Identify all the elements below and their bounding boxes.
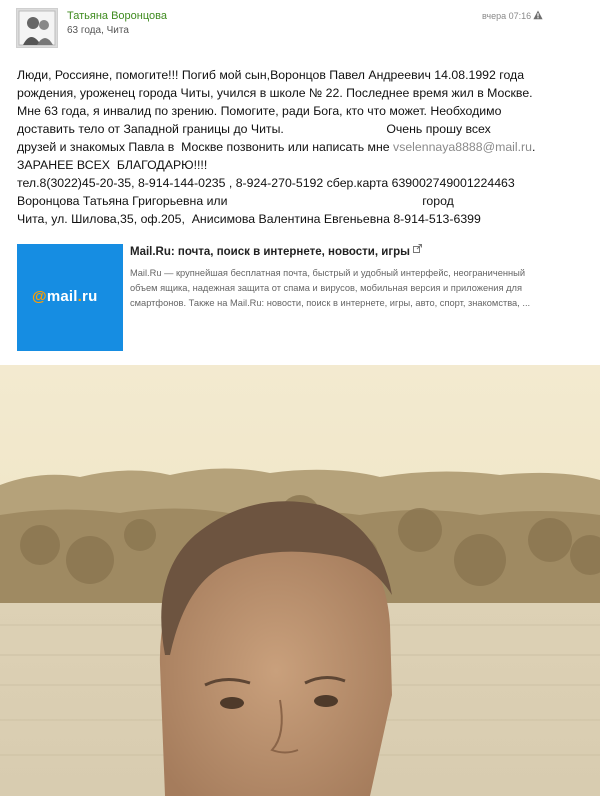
author-meta: 63 года, Чита <box>67 25 129 36</box>
post-text-segment: друзей и знакомых Павла в Москве позвонить или написать мне <box>17 140 394 154</box>
avatar-photo <box>17 9 57 47</box>
mailru-logo-image <box>17 244 123 351</box>
link-description: Mail.Ru — крупнейшая бесплатная почта, быстрый и удобный интерфейс, неограниченный объем ящика, надежная защита от спама и вирусов, мобильная версия и приложения для смартфонов. Также на Mail.Ru: новости, поиск в интернете, игры, авто, спорт, знакомства, ... <box>130 268 531 308</box>
post-text-line: ЗАРАНЕЕ ВСЕХ БЛАГОДАРЮ!!!! <box>17 158 208 172</box>
link-preview-card[interactable] <box>17 244 582 351</box>
logo-at-sign: @ <box>32 288 47 305</box>
external-link-icon <box>413 244 422 253</box>
photo-image <box>0 365 600 796</box>
post-text-line: тел.8(3022)45-20-35, 8-914-144-0235 , 8-924-270-5192 сбер.карта 639002749001224463 <box>17 176 515 190</box>
mailru-logo <box>32 288 97 305</box>
logo-dot: . <box>77 288 83 305</box>
post-text <box>17 66 587 228</box>
email-link[interactable]: vselennaya8888@mail.ru <box>393 140 532 154</box>
post-time: вчера 07:16 <box>482 11 532 21</box>
post-text-line: Чита, ул. Шилова,35, оф.205, Анисимова Валентина Евгеньевна 8-914-513-6399 <box>17 212 481 226</box>
post-text-segment: . <box>532 140 536 154</box>
post-text-line: Мне 63 года, я инвалид по зрению. Помогите, ради Бога, кто что может. Необходимо <box>17 104 502 118</box>
author-name[interactable]: Татьяна Воронцова <box>67 10 167 22</box>
post-text-line: доставить тело от Западной границы до Читы. Очень прошу всех <box>17 122 491 136</box>
link-title[interactable] <box>130 244 422 258</box>
logo-text: mail <box>46 288 78 305</box>
post-text-line-with-email <box>17 138 587 156</box>
post-text-line: Люди, Россияне, помогите!!! Погиб мой сын,Воронцов Павел Андреевич 14.08.1992 года <box>17 68 525 82</box>
post-text-line: Воронцова Татьяна Григорьевна или город <box>17 194 454 208</box>
link-title-text: Mail.Ru: почта, поиск в интернете, новости, игры <box>130 246 410 258</box>
warning-icon[interactable] <box>533 10 543 20</box>
post-photo[interactable] <box>0 365 600 796</box>
author-avatar[interactable] <box>16 8 58 48</box>
post <box>0 0 600 365</box>
post-text-line: рождения, уроженец города Читы, учился в школе № 22. Последнее время жил в Москве. <box>17 86 533 100</box>
logo-tld: ru <box>82 288 98 305</box>
